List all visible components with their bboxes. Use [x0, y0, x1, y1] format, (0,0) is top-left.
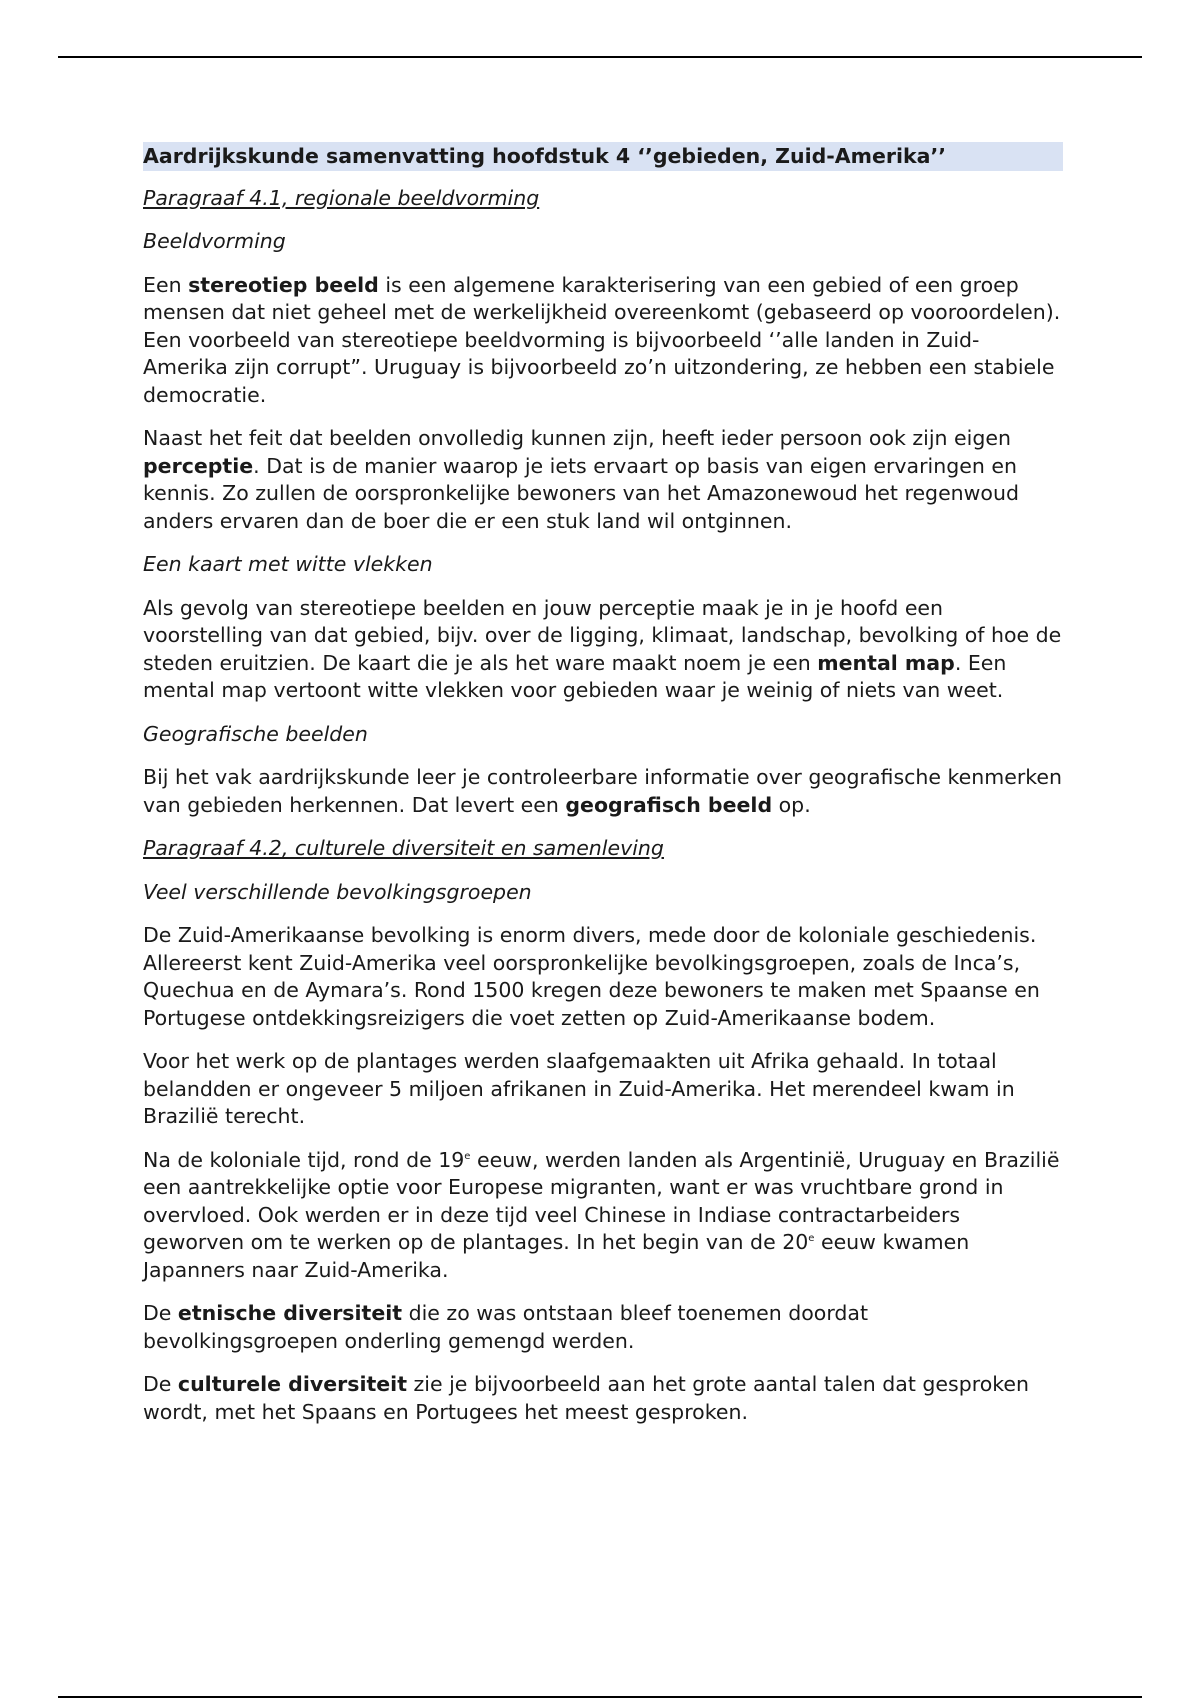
- subheading-beeldvorming: Beeldvorming: [143, 229, 286, 253]
- term-perceptie: perceptie: [143, 453, 254, 478]
- section-heading-4-2: Paragraaf 4.2, culturele diversiteit en samenleving: [143, 836, 664, 860]
- page-top-rule: [58, 56, 1142, 58]
- document-body: [143, 142, 1063, 1442]
- paragraph-stereotiep-beeld: Een stereotiep beeld is een algemene karakterisering van een gebied of een groep mensen dat niet geheel met de werkelijkheid overeenkomt (gebaseerd op vooroordelen). Een voorbeeld van stereotiepe beeldvorming is bijvoorbeeld ‘’alle landen in Zuid-Amerika zijn corrupt”. Uruguay is bijvoorbeeld zo’n uitzondering, ze hebben een stabiele democratie.: [143, 272, 1061, 407]
- subheading-kaart: Een kaart met witte vlekken: [143, 552, 433, 576]
- paragraph-plantages: Voor het werk op de plantages werden slaafgemaakten uit Afrika gehaald. In totaal belandden er ongeveer 5 miljoen afrikanen in Zuid-Amerika. Het merendeel kwam in Brazilië terecht.: [143, 1049, 1015, 1128]
- paragraph-geografisch-beeld: Bij het vak aardrijkskunde leer je controleerbare informatie over geografische kenmerken van gebieden herkennen. Dat levert een geografisch beeld op.: [143, 765, 1063, 817]
- term-geografisch-beeld: geografisch beeld: [565, 792, 773, 817]
- term-stereotiep-beeld: stereotiep beeld: [188, 272, 379, 297]
- term-culturele-diversiteit: culturele diversiteit: [177, 1372, 408, 1396]
- document-title: Aardrijkskunde samenvatting hoofdstuk 4 ‘’gebieden, Zuid-Amerika’’: [143, 142, 1063, 171]
- page-bottom-rule: [58, 1696, 1142, 1698]
- paragraph-perceptie: Naast het feit dat beelden onvolledig kunnen zijn, heeft ieder persoon ook zijn eigen perceptie. Dat is de manier waarop je iets ervaart op basis van eigen ervaringen en kennis. Zo zullen de oorspronkelijke bewoners van het Amazonewoud het regenwoud anders ervaren dan de boer die er een stuk land wil ontginnen.: [143, 426, 1019, 533]
- section-heading-4-1: Paragraaf 4.1, regionale beeldvorming: [143, 185, 540, 210]
- paragraph-migranten: Na de koloniale tijd, rond de 19e eeuw, werden landen als Argentinië, Uruguay en Brazilië een aantrekkelijke optie voor Europese migranten, want er was vruchtbare grond in overvloed. Ook werden er in deze tijd veel Chinese in Indiase contractarbeiders geworven om te werken op de plantages. In het begin van de 20e eeuw kwamen Japanners naar Zuid-Amerika.: [143, 1147, 1060, 1282]
- term-mental-map: mental map: [817, 650, 955, 675]
- paragraph-bevolking-divers: De Zuid-Amerikaanse bevolking is enorm divers, mede door de koloniale geschiedenis. Allereerst kent Zuid-Amerika veel oorspronkelijke bevolkingsgroepen, zoals de Inca’s, Quechua en de Aymara’s. Rond 1500 kregen deze bewoners te maken met Spaanse en Portugese ontdekkingsreizigers die voet zetten op Zuid-Amerikaanse bodem.: [143, 923, 1040, 1030]
- paragraph-culturele-diversiteit: De culturele diversiteit zie je bijvoorbeeld aan het grote aantal talen dat gesproken wordt, met het Spaans en Portugees het meest gesproken.: [143, 1372, 1030, 1424]
- paragraph-etnische-diversiteit: De etnische diversiteit die zo was ontstaan bleef toenemen doordat bevolkingsgroepen onderling gemengd werden.: [143, 1301, 869, 1353]
- subheading-bevolkingsgroepen: Veel verschillende bevolkingsgroepen: [143, 879, 532, 904]
- term-etnische-diversiteit: etnische diversiteit: [177, 1301, 403, 1325]
- paragraph-mental-map: Als gevolg van stereotiepe beelden en jouw perceptie maak je in je hoofd een voorstelling van dat gebied, bijv. over de ligging, klimaat, landschap, bevolking of hoe de steden eruitzien. De kaart die je als het ware maakt noem je een mental map. Een mental map vertoont witte vlekken voor gebieden waar je weinig of niets van weet.: [143, 595, 1062, 702]
- subheading-geografische-beelden: Geografische beelden: [143, 721, 368, 746]
